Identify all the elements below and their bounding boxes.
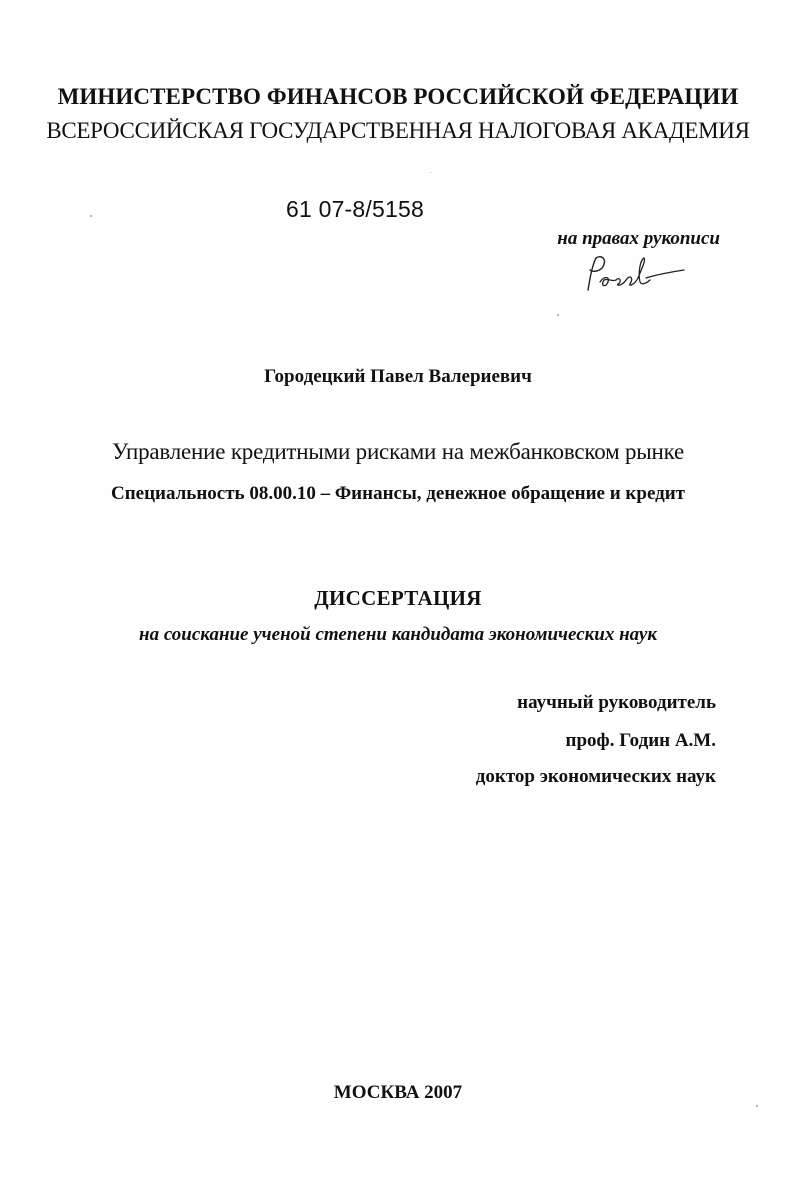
city-year: МОСКВА 2007 [333, 1082, 463, 1103]
scan-speck [756, 1105, 758, 1107]
author-name: Городецкий Павел Валериевич [264, 366, 532, 387]
author-signature [578, 252, 688, 298]
manuscript-rights-note: на правах рукописи [557, 228, 720, 249]
speciality-line: Специальность 08.00.10 – Финансы, денежное обращение и кредит [110, 483, 686, 504]
supervisor-degree: доктор экономических наук [475, 766, 716, 787]
thesis-title: Управление кредитными рисками на межбанковском рынке [111, 439, 685, 464]
registration-code: 61 07-8/5158 [286, 196, 424, 222]
scan-speck [90, 215, 92, 217]
supervisor-label: научный руководитель [517, 692, 716, 713]
scan-speck [557, 314, 559, 316]
academy-heading: ВСЕРОССИЙСКАЯ ГОСУДАРСТВЕННАЯ НАЛОГОВАЯ АКАДЕМИЯ [46, 118, 750, 143]
document-type: ДИССЕРТАЦИЯ [314, 586, 482, 610]
supervisor-name: проф. Годин А.М. [565, 730, 716, 751]
scan-speck [430, 172, 431, 173]
ministry-heading: МИНИСТЕРСТВО ФИНАНСОВ РОССИЙСКОЙ ФЕДЕРАЦИИ [57, 84, 739, 109]
degree-line: на соискание ученой степени кандидата экономических наук [139, 624, 657, 645]
